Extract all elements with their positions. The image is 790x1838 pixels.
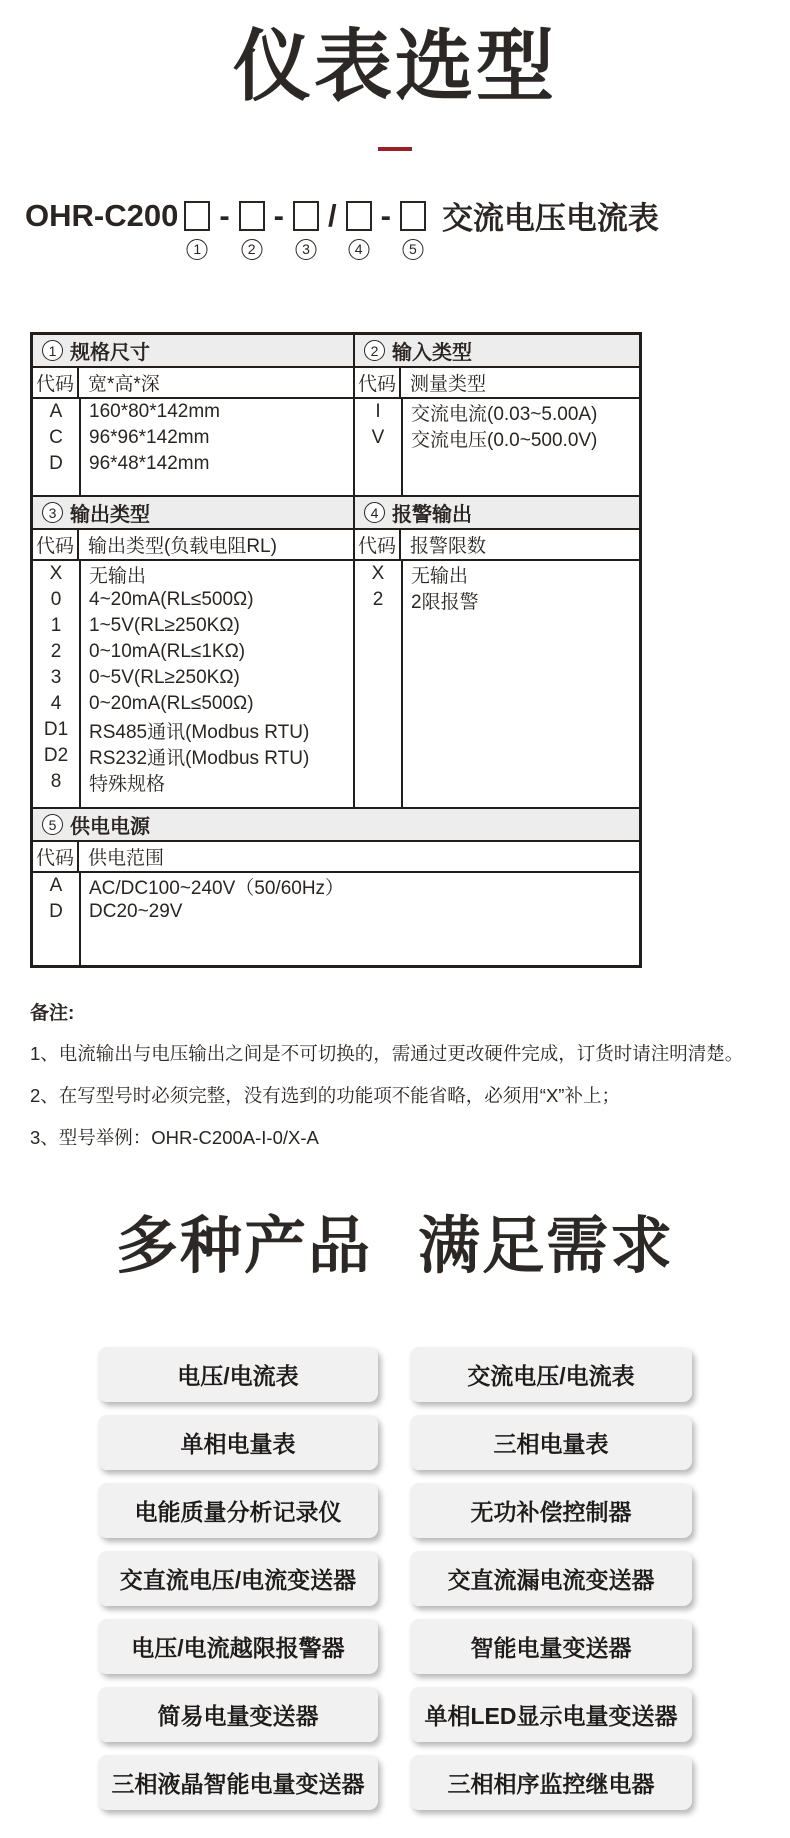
circled-number-icon: 4	[348, 239, 369, 260]
code-col-header: 代码	[355, 368, 401, 397]
table-row	[355, 399, 639, 425]
product-button[interactable]: 电能质量分析记录仪	[98, 1483, 378, 1538]
model-box-2	[239, 201, 265, 258]
section-header-2	[355, 335, 639, 368]
circled-number-icon: 1	[187, 239, 208, 260]
page-title: 仪表选型	[232, 22, 557, 110]
product-button[interactable]: 交直流漏电流变送器	[410, 1551, 692, 1606]
code-cell: 3	[50, 667, 62, 689]
circled-number-icon: 2	[364, 340, 385, 361]
desc-cell: 4~20mA(RL≤500Ω)	[89, 589, 254, 611]
section-title: 输出类型	[70, 504, 150, 527]
table-row	[33, 451, 353, 477]
table-row	[355, 587, 639, 613]
product-button[interactable]: 简易电量变送器	[98, 1687, 378, 1742]
code-col-header: 代码	[355, 530, 401, 559]
section-header-4	[355, 495, 639, 530]
model-separator: /	[327, 197, 337, 233]
desc-col-header: 输出类型(负载电阻RL)	[88, 536, 277, 558]
model-separator: -	[273, 197, 284, 233]
product-button[interactable]: 交流电压/电流表	[410, 1347, 692, 1402]
desc-cell: 160*80*142mm	[89, 401, 220, 423]
code-cell: 8	[50, 771, 62, 793]
product-button[interactable]: 交直流电压/电流变送器	[98, 1551, 378, 1606]
table-row	[355, 425, 639, 451]
code-cell: 0	[50, 589, 62, 611]
desc-cell: 96*96*142mm	[89, 427, 210, 449]
table-row	[33, 717, 353, 743]
section-body-4	[355, 561, 639, 807]
section-header-1	[33, 335, 353, 368]
products-title-left: 多种产品	[115, 1212, 372, 1282]
circled-number-icon: 4	[364, 502, 385, 523]
model-box-4	[346, 201, 372, 258]
section-header-3	[33, 495, 353, 530]
desc-cell: 0~5V(RL≥250KΩ)	[89, 667, 240, 689]
code-cell: 2	[50, 641, 62, 663]
table-row	[33, 899, 639, 925]
product-button[interactable]: 三相电量表	[410, 1415, 692, 1470]
desc-cell: 0~10mA(RL≤1KΩ)	[89, 641, 246, 663]
desc-cell: 0~20mA(RL≤500Ω)	[89, 693, 254, 715]
section-header-5	[33, 807, 639, 842]
circled-number-icon: 3	[295, 239, 316, 260]
table-row	[33, 639, 353, 665]
note-item: 2、在写型号时必须完整，没有选到的功能项不能省略，必须用“X”补上；	[30, 1085, 620, 1107]
products-column-right	[410, 1347, 692, 1810]
desc-col-header: 供电范围	[88, 848, 165, 870]
circled-number-icon: 1	[42, 340, 63, 361]
section-title: 报警输出	[392, 504, 472, 527]
section-body-1	[33, 399, 353, 495]
column-headers	[355, 368, 639, 399]
desc-col-header: 报警限数	[410, 536, 487, 558]
code-cell: I	[375, 401, 381, 423]
table-row	[33, 691, 353, 717]
code-cell: C	[49, 427, 63, 449]
code-cell: D1	[43, 719, 69, 741]
table-row	[33, 399, 353, 425]
code-cell: D	[49, 453, 63, 475]
section-title: 供电电源	[70, 816, 150, 839]
model-prefix: OHR-C200	[25, 197, 179, 233]
code-cell: A	[49, 875, 63, 897]
product-button[interactable]: 电压/电流越限报警器	[98, 1619, 378, 1674]
code-cell: 4	[50, 693, 62, 715]
model-code-line	[25, 193, 790, 274]
desc-cell: 96*48*142mm	[89, 453, 210, 475]
notes-title: 备注:	[30, 1003, 75, 1025]
circled-number-icon: 5	[42, 814, 63, 835]
code-col-header: 代码	[33, 530, 79, 559]
column-headers	[33, 368, 353, 399]
circled-number-icon: 5	[402, 239, 423, 260]
code-cell: D	[49, 901, 63, 923]
code-col-header: 代码	[33, 368, 79, 397]
desc-cell: 1~5V(RL≥250KΩ)	[89, 615, 240, 637]
desc-cell: RS485通讯(Modbus RTU)	[89, 721, 310, 743]
product-button[interactable]: 单相电量表	[98, 1415, 378, 1470]
section-body-2	[355, 399, 639, 495]
table-row	[33, 613, 353, 639]
table-row	[33, 873, 639, 899]
table-row	[355, 561, 639, 587]
section-body-5	[33, 873, 639, 965]
code-cell: 1	[50, 615, 62, 637]
table-row	[33, 587, 353, 613]
notes-section	[30, 998, 790, 1151]
product-button[interactable]: 三相相序监控继电器	[410, 1755, 692, 1810]
red-dash-divider	[378, 147, 412, 151]
code-cell: V	[371, 427, 385, 449]
desc-cell: 无输出	[411, 565, 469, 587]
note-item: 3、型号举例：OHR-C200A-I-0/X-A	[30, 1127, 319, 1149]
circled-number-icon: 2	[241, 239, 262, 260]
desc-cell: 交流电流(0.03~5.00A)	[411, 403, 598, 425]
model-box-1	[184, 201, 210, 258]
products-title-right: 满足需求	[418, 1212, 675, 1282]
product-button[interactable]: 三相液晶智能电量变送器	[98, 1755, 378, 1810]
product-button[interactable]: 无功补偿控制器	[410, 1483, 692, 1538]
section-title: 规格尺寸	[70, 342, 150, 365]
column-headers	[33, 530, 353, 561]
desc-cell: AC/DC100~240V（50/60Hz）	[89, 877, 345, 899]
products-title	[0, 1211, 790, 1282]
table-row	[33, 769, 353, 795]
code-cell: D2	[43, 745, 69, 767]
code-cell: A	[49, 401, 63, 423]
product-button[interactable]: 单相LED显示电量变送器	[410, 1687, 692, 1742]
model-separator: -	[219, 197, 230, 233]
section-body-3	[33, 561, 353, 807]
table-row	[33, 425, 353, 451]
table-row	[33, 665, 353, 691]
products-column-left	[98, 1347, 378, 1810]
code-cell: X	[49, 563, 63, 585]
products-grid	[0, 1347, 790, 1810]
desc-col-header: 宽*高*深	[88, 374, 160, 396]
table-row	[33, 561, 353, 587]
selection-table	[30, 332, 642, 968]
desc-cell: RS232通讯(Modbus RTU)	[89, 747, 310, 769]
desc-cell: 特殊规格	[89, 773, 166, 795]
column-headers	[33, 842, 639, 873]
section-title: 输入类型	[392, 342, 472, 365]
desc-cell: DC20~29V	[89, 901, 183, 923]
column-headers	[355, 530, 639, 561]
code-cell: 2	[372, 589, 384, 611]
desc-cell: 2限报警	[411, 591, 479, 613]
desc-cell: 无输出	[89, 565, 147, 587]
table-row	[33, 743, 353, 769]
desc-cell: 交流电压(0.0~500.0V)	[411, 429, 598, 451]
code-cell: X	[371, 563, 385, 585]
product-button[interactable]: 电压/电流表	[98, 1347, 378, 1402]
model-suffix: 交流电压电流表	[441, 201, 659, 237]
circled-number-icon: 3	[42, 502, 63, 523]
model-box-5	[400, 201, 426, 258]
model-box-3	[293, 201, 319, 258]
model-separator: -	[380, 197, 391, 233]
note-item: 1、电流输出与电压输出之间是不可切换的，需通过更改硬件完成，订货时请注明清楚。	[30, 1043, 744, 1065]
code-col-header: 代码	[33, 842, 79, 871]
product-button[interactable]: 智能电量变送器	[410, 1619, 692, 1674]
desc-col-header: 测量类型	[410, 374, 487, 396]
